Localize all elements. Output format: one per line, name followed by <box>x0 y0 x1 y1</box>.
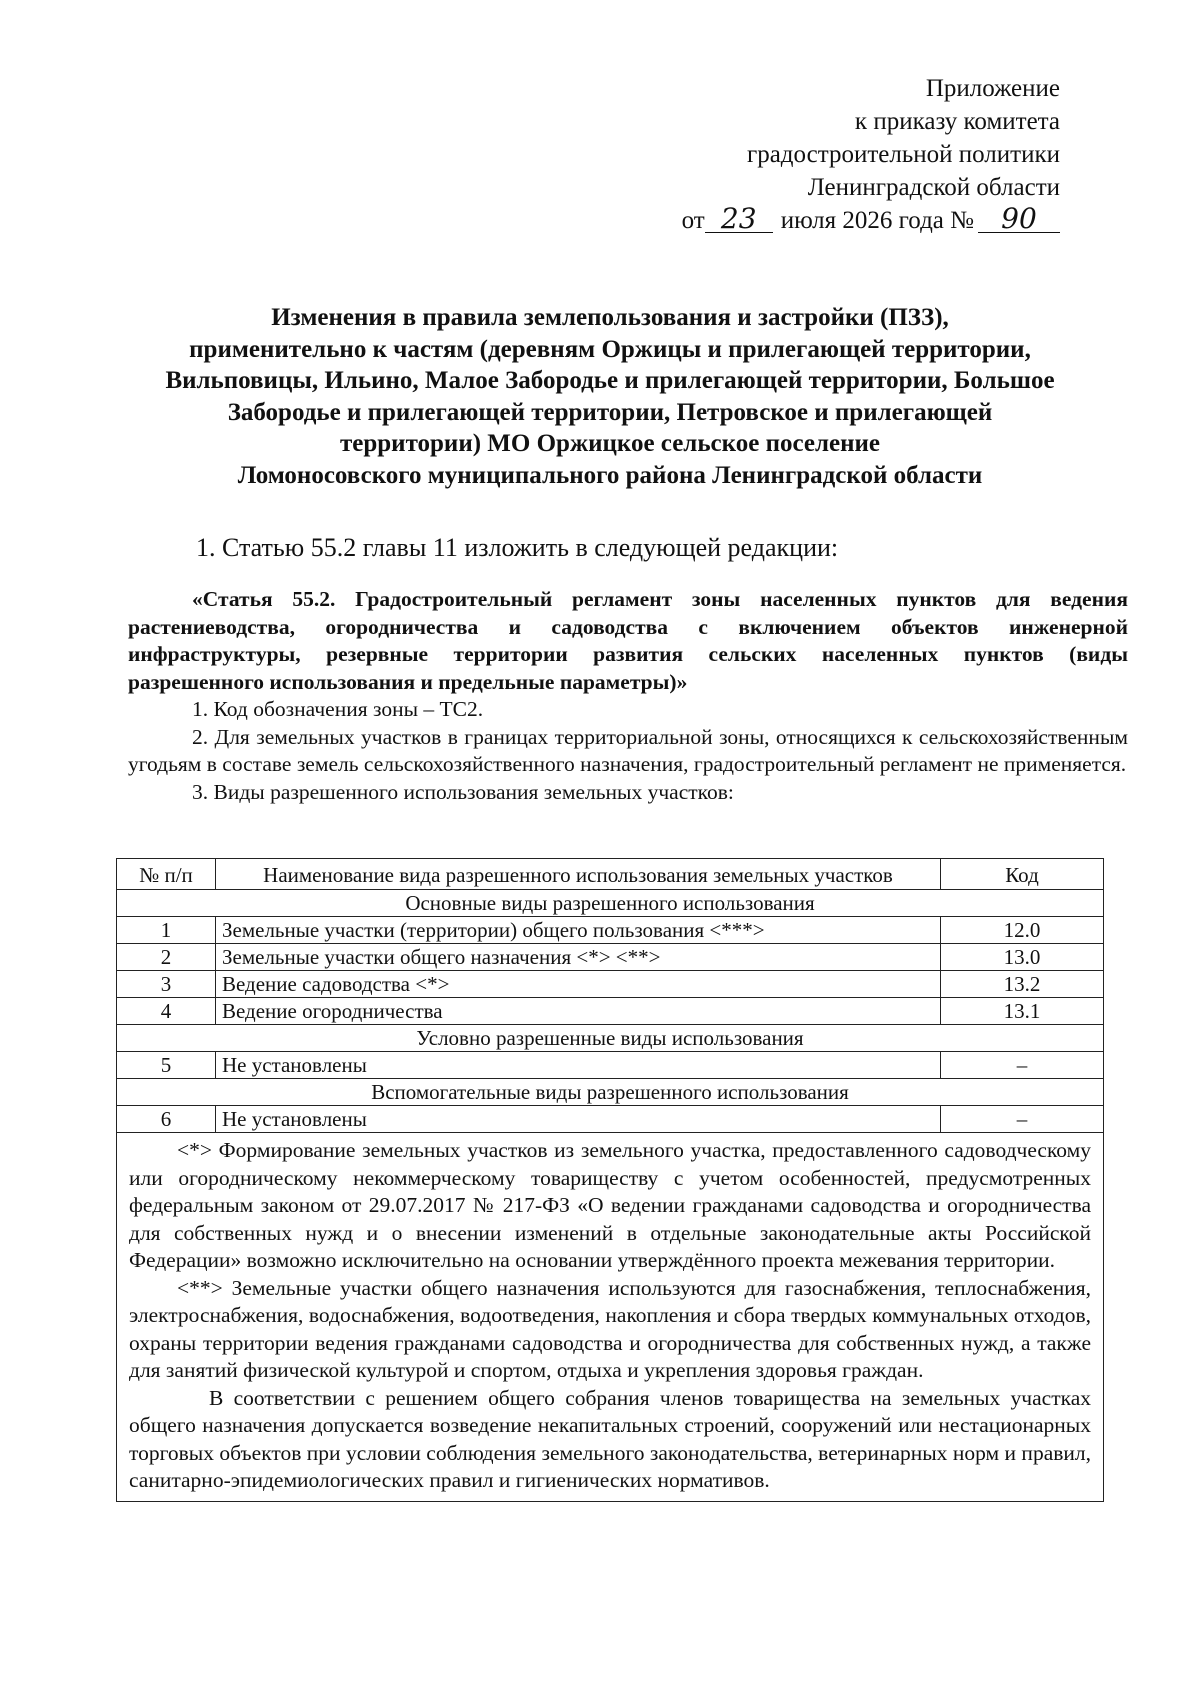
row-name: Ведение садоводства <*> <box>216 971 941 998</box>
section-row <box>117 1079 1104 1106</box>
title-line: Вильповицы, Ильино, Малое Забородье и прилегающей территории, Большое <box>165 367 1055 394</box>
row-num: 5 <box>117 1052 216 1079</box>
row-code: 12.0 <box>941 917 1104 944</box>
notes-cell <box>117 1133 1104 1502</box>
footnote-3: В соответствии с решением общего собрания членов товарищества на земельных участках общего назначения допускается возведение некапитальных строений, сооружений или нестационарных торговых объектов при условии соблюдения земельного законодательства, ветеринарных норм и правил, санитарно-эпидемиологических правил и гигиенических нормативов. <box>129 1385 1091 1492</box>
title-line: Изменения в правила землепользования и застройки (ПЗЗ), <box>271 304 949 331</box>
document-title <box>110 302 1110 491</box>
appendix-line: градостроительной политики <box>746 141 1060 168</box>
section-conditional: Условно разрешенные виды использования <box>117 1025 1104 1052</box>
row-name: Земельные участки общего назначения <*> <**> <box>216 944 941 971</box>
section-row <box>117 890 1104 917</box>
section-row <box>117 1025 1104 1052</box>
appendix-block <box>682 72 1060 237</box>
section-main: Основные виды разрешенного использования <box>117 890 1104 917</box>
appendix-line: к приказу комитета <box>854 108 1060 135</box>
table-row <box>117 971 1104 998</box>
date-prefix: от <box>681 207 705 234</box>
row-name: Ведение огородничества <box>216 998 941 1025</box>
appendix-line: Приложение <box>925 75 1060 102</box>
row-code: 13.0 <box>941 944 1104 971</box>
notes-row <box>117 1133 1104 1502</box>
row-code: 13.2 <box>941 971 1104 998</box>
title-line: применительно к частям (деревням Оржицы и прилегающей территории, <box>189 335 1031 363</box>
row-num: 1 <box>117 917 216 944</box>
header-name: Наименование вида разрешенного использования земельных участков <box>216 859 941 890</box>
table-row <box>117 998 1104 1025</box>
table-row <box>117 1052 1104 1079</box>
row-code: 13.1 <box>941 998 1104 1025</box>
article-paragraph: 1. Код обозначения зоны – ТС2. <box>192 697 484 721</box>
section-auxiliary: Вспомогательные виды разрешенного использования <box>117 1079 1104 1106</box>
item-1: 1. Статью 55.2 главы 11 изложить в следующей редакции: <box>196 533 839 562</box>
header-code: Код <box>941 859 1104 890</box>
title-line: Забородье и прилегающей территории, Петровское и прилегающей <box>227 398 993 426</box>
article-block <box>128 586 1128 806</box>
footnote-1: <*> Формирование земельных участков из земельного участка, предоставленного садоводческому или огородническому некоммерческому товариществу с учетом особенностей, предусмотренных федеральным законом от 29.07.2017 № 217-ФЗ «О ведении гражданами садоводства и огородничества для собственных нужд и о внесении изменений в отдельные законодательные акты Российской Федерации» возможно исключительно на основании утверждённого проекта межевания территории. <box>129 1138 1091 1272</box>
row-name: Не установлены <box>216 1052 941 1079</box>
land-use-table <box>116 858 1104 1502</box>
row-code: – <box>941 1106 1104 1133</box>
footnote-2: <**> Земельные участки общего назначения используются для газоснабжения, теплоснабжения, электроснабжения, водоснабжения, водоотведения, накопления и сбора твердых коммунальных отходов, охраны территории ведения гражданами садоводства и огородничества для собственных нужд, а также для занятий физической культурой и спортом, отдыха и укрепления здоровья граждан. <box>129 1275 1091 1382</box>
row-num: 4 <box>117 998 216 1025</box>
row-name: Не установлены <box>216 1106 941 1133</box>
header-num: № п/п <box>117 859 216 890</box>
article-paragraph: 3. Виды разрешенного использования земельных участков: <box>192 779 734 804</box>
handwritten-order-number: 90 <box>978 206 1060 233</box>
title-line: территории) МО Оржицкое сельское поселение <box>339 430 880 457</box>
row-code: – <box>941 1052 1104 1079</box>
table-row <box>117 1106 1104 1133</box>
date-middle: июля 2026 года № <box>780 207 974 234</box>
row-num: 3 <box>117 971 216 998</box>
row-num: 2 <box>117 944 216 971</box>
row-name: Земельные участки (территории) общего пользования <***> <box>216 917 941 944</box>
title-line: Ломоносовского муниципального района Ленинградской области <box>237 461 983 489</box>
article-heading: «Статья 55.2. Градостроительный регламент зоны населенных пунктов для ведения растениеводства, огородничества и садоводства с включением объектов инженерной инфраструктуры, резервные территории развития сельских населенных пунктов (виды разрешенного использования и предельные параметры)» <box>128 587 1128 694</box>
article-paragraph: 2. Для земельных участков в границах территориальной зоны, относящихся к сельскохозяйственным угодьям в составе земель сельскохозяйственного назначения, градостроительный регламент не применяется. <box>128 724 1128 776</box>
row-num: 6 <box>117 1106 216 1133</box>
table-header-row <box>117 859 1104 890</box>
appendix-line: Ленинградской области <box>807 174 1060 201</box>
appendix-date-line <box>682 204 1060 237</box>
table-row <box>117 944 1104 971</box>
handwritten-day: 23 <box>705 206 773 233</box>
table-row <box>117 917 1104 944</box>
